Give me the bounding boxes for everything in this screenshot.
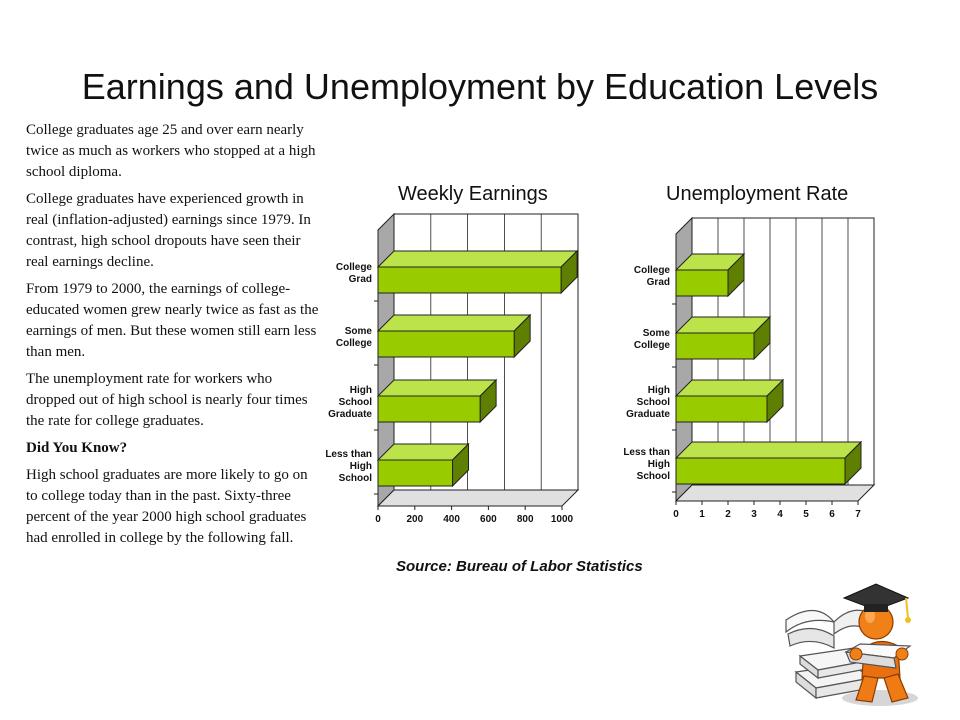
paragraph-4: The unemployment rate for workers who dropped out of high school is nearly four times the rate for college graduates. <box>26 371 308 429</box>
earnings-category-label: High <box>349 461 372 472</box>
earnings-category-label: Some <box>344 326 372 337</box>
earnings-bar-top <box>378 380 496 396</box>
earnings-tick-label: 400 <box>443 514 460 525</box>
unemployment-tick-label: 4 <box>777 509 783 520</box>
unemployment-category-label: School <box>636 397 670 408</box>
earnings-category-label: College <box>335 338 372 349</box>
paragraph-2: College graduates have experienced growth in real (inflation-adjusted) earnings since 1979. In contrast, high school dropouts have seen their real earnings decline. <box>26 191 311 270</box>
unemployment-bar <box>676 458 845 484</box>
earnings-bar <box>378 267 561 293</box>
weekly-earnings-title: Weekly Earnings <box>398 183 548 205</box>
paragraph-6: High school graduates are more likely to go on to college today than in the past. Sixty-three percent of the year 2000 high school graduates had enrolled in college by the following fall. <box>26 467 308 546</box>
earnings-category-label: College <box>335 262 372 273</box>
earnings-category-label: Grad <box>348 274 372 285</box>
unemployment-tick-label: 3 <box>751 509 757 520</box>
earnings-tick-label: 0 <box>375 514 381 525</box>
unemployment-floor <box>676 485 874 501</box>
earnings-tick-label: 1000 <box>550 514 574 525</box>
slide-title: Earnings and Unemployment by Education Levels <box>81 66 879 107</box>
paragraph-3: From 1979 to 2000, the earnings of college-educated women grew nearly twice as fast as the earnings of men. But these women still earn less than men. <box>26 281 319 360</box>
unemployment-category-label: Some <box>642 328 670 339</box>
unemployment-rate-title: Unemployment Rate <box>666 183 849 205</box>
earnings-bar <box>378 331 514 357</box>
earnings-tick-label: 600 <box>480 514 497 525</box>
unemployment-tick-label: 6 <box>829 509 835 520</box>
source-note: Source: Bureau of Labor Statistics <box>396 558 643 575</box>
unemployment-tick-label: 5 <box>803 509 809 520</box>
paragraph-1: College graduates age 25 and over earn nearly twice as much as workers who stopped at a high school diploma. <box>26 122 316 180</box>
unemployment-category-label: High <box>647 459 670 470</box>
earnings-tick-label: 800 <box>516 514 534 525</box>
unemployment-tick-label: 1 <box>699 509 705 520</box>
earnings-bar-top <box>378 251 577 267</box>
earnings-category-label: Less than <box>325 449 372 460</box>
unemployment-category-label: High <box>647 385 670 396</box>
earnings-bar <box>378 396 480 422</box>
earnings-floor <box>378 490 578 506</box>
unemployment-tick-label: 2 <box>725 509 731 520</box>
earnings-category-label: Graduate <box>328 409 372 420</box>
unemployment-bar-top <box>676 380 783 396</box>
earnings-bar-top <box>378 315 530 331</box>
unemployment-category-label: Less than <box>623 447 670 458</box>
unemployment-bar <box>676 396 767 422</box>
unemployment-bar <box>676 270 728 296</box>
unemployment-category-label: Grad <box>646 277 670 288</box>
unemployment-category-label: College <box>633 265 670 276</box>
unemployment-category-label: School <box>636 471 670 482</box>
unemployment-bar <box>676 333 754 359</box>
earnings-bar <box>378 460 453 486</box>
earnings-category-label: High <box>349 385 372 396</box>
unemployment-category-label: Graduate <box>626 409 670 420</box>
unemployment-category-label: College <box>633 340 670 351</box>
unemployment-tick-label: 0 <box>673 509 679 520</box>
did-you-know-heading: Did You Know? <box>26 440 128 456</box>
earnings-tick-label: 200 <box>406 514 424 525</box>
graduate-books-illustration <box>776 560 946 710</box>
earnings-category-label: School <box>338 397 372 408</box>
unemployment-tick-label: 7 <box>855 509 861 520</box>
earnings-category-label: School <box>338 473 372 484</box>
unemployment-bar-top <box>676 442 861 458</box>
